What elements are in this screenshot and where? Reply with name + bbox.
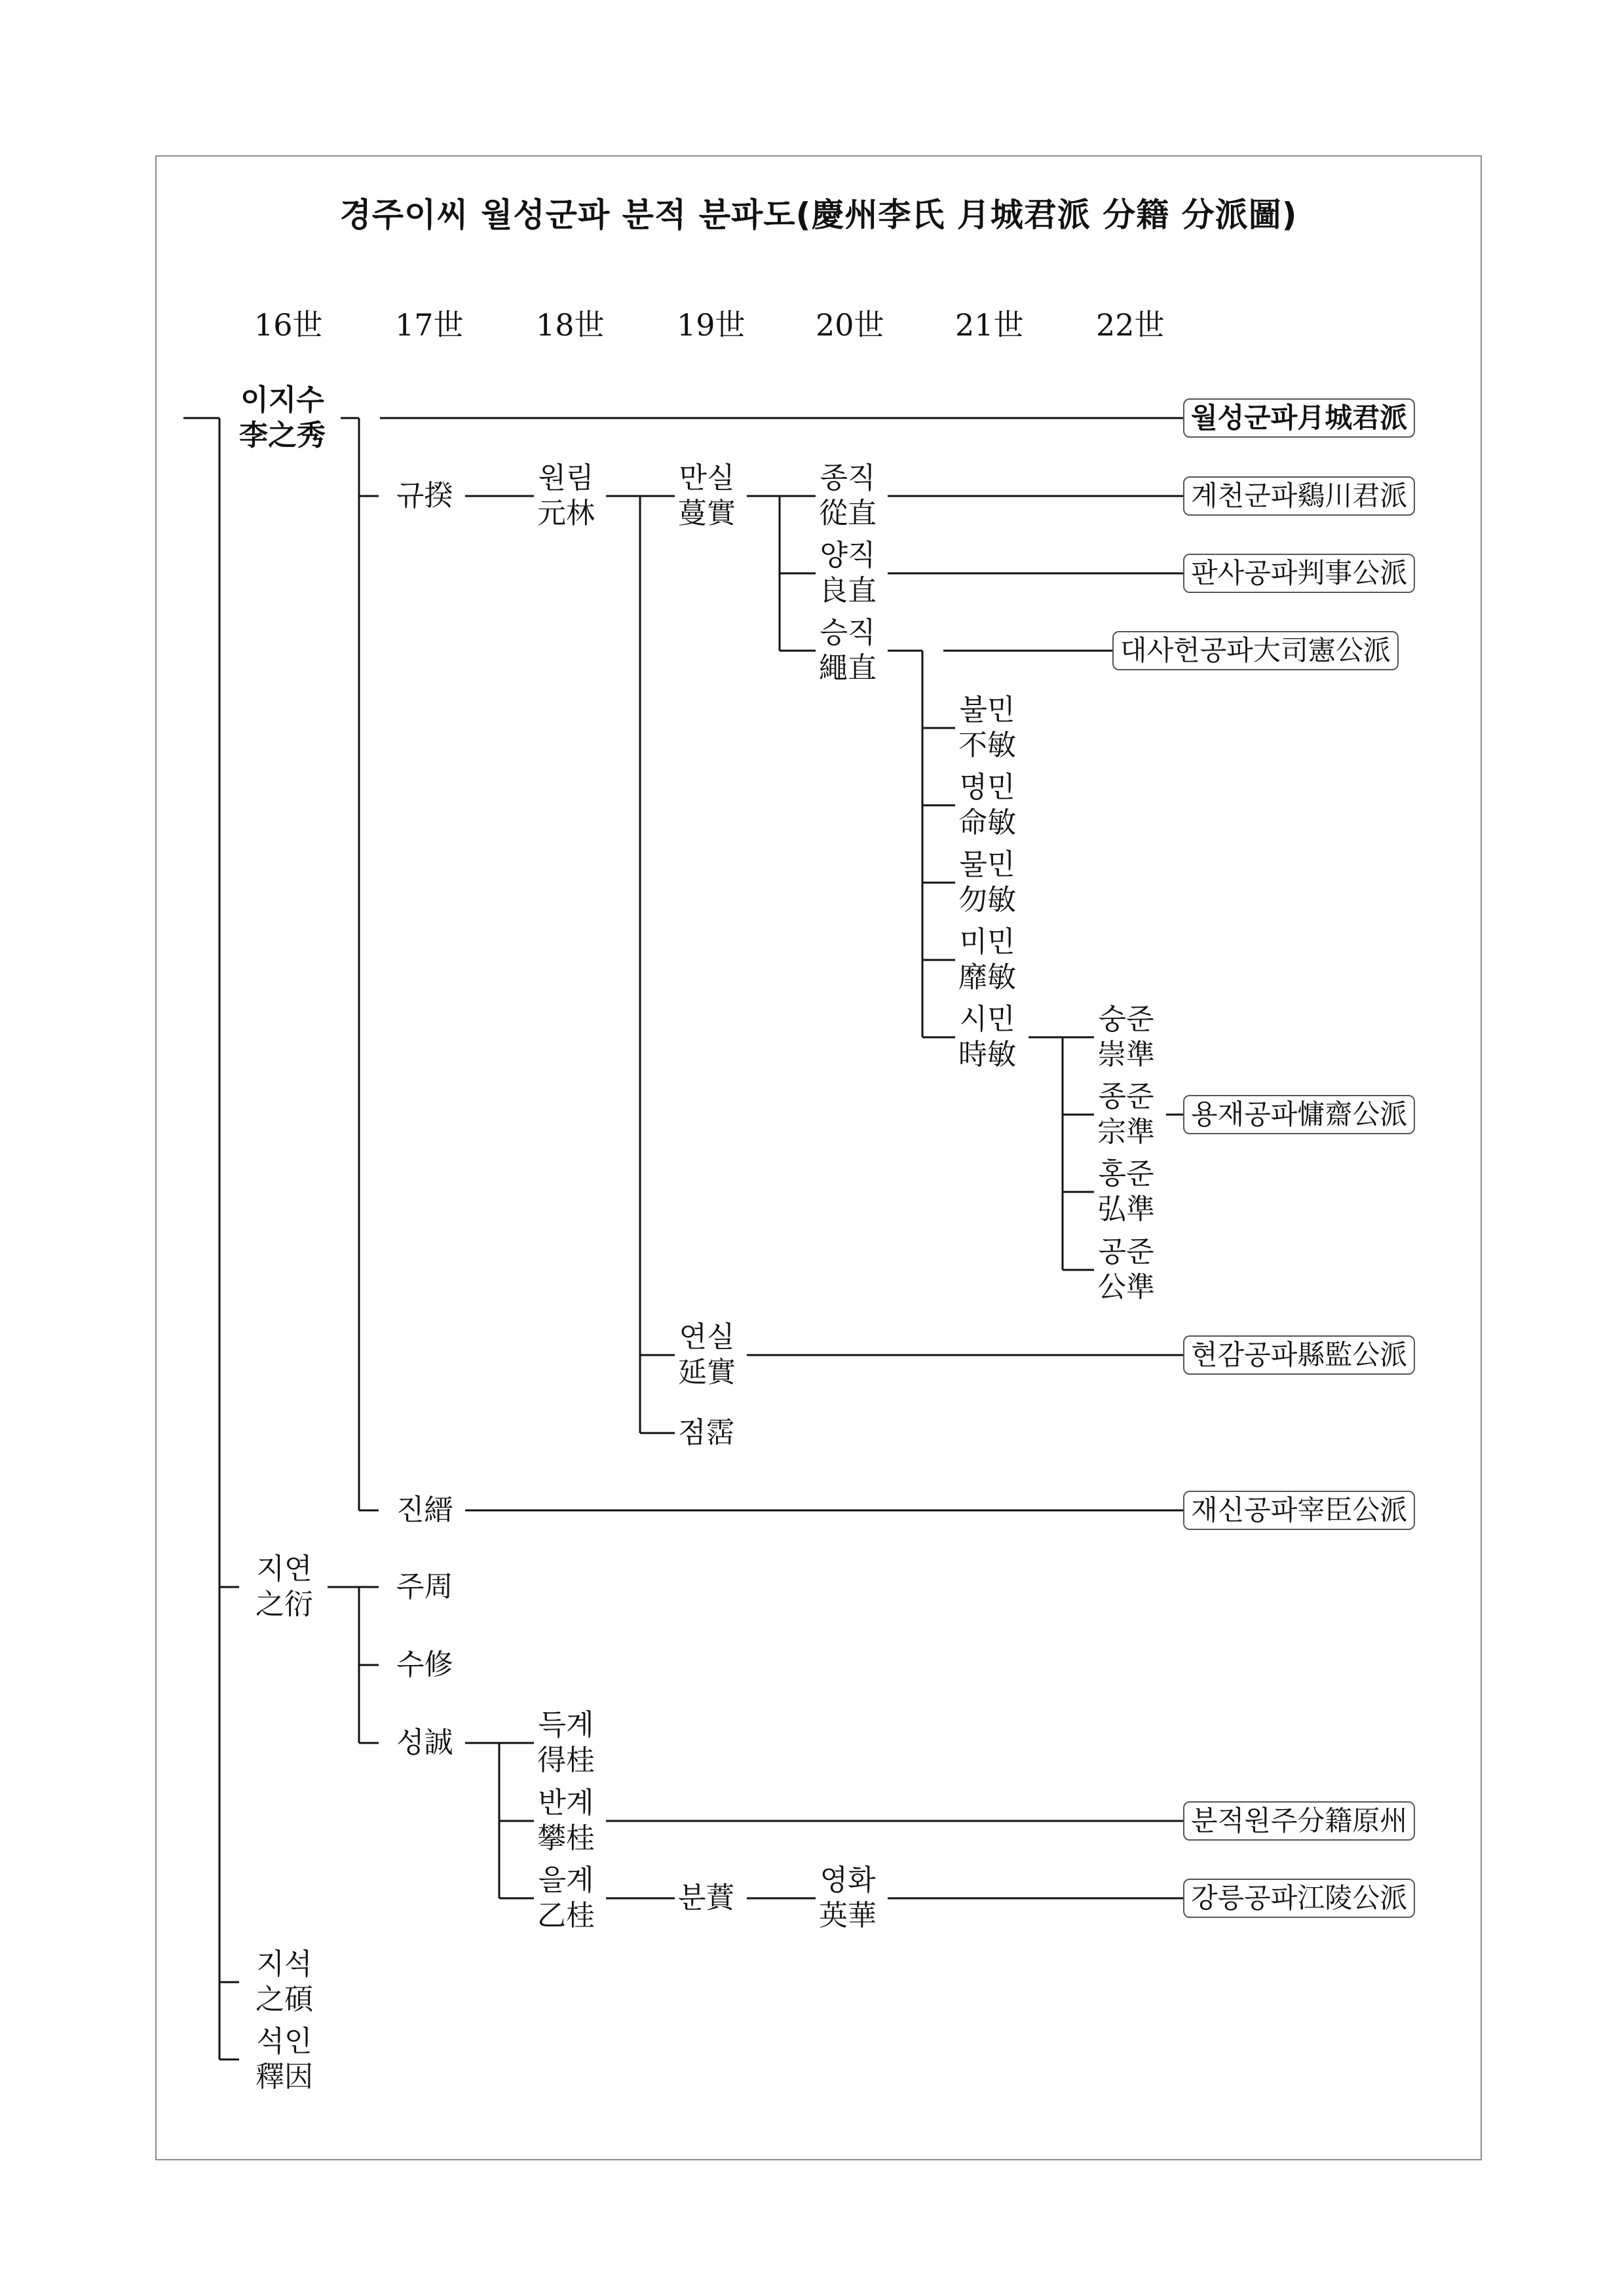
diagram-title: 경주이씨 월성군파 분적 분파도(慶州李氏 月城君派 分籍 分派圖) xyxy=(339,196,1298,234)
person-node: 점霑 xyxy=(678,1416,735,1449)
person-node: 명민 命敏 xyxy=(958,771,1016,839)
person-node: 불민 不敏 xyxy=(958,693,1016,762)
person-node: 주周 xyxy=(396,1570,453,1603)
branch-label-gangneung: 강릉공파江陵公派 xyxy=(1183,1879,1415,1918)
person-node: 연실 延實 xyxy=(678,1320,736,1389)
branch-label-wolseong: 월성군파月城君派 xyxy=(1183,398,1415,438)
person-node: 종직 從直 xyxy=(819,461,877,530)
generation-label: 19世 xyxy=(677,307,746,343)
branch-label-daesaheon: 대사헌공파大司憲公派 xyxy=(1112,631,1399,670)
person-node: 영화 英華 xyxy=(819,1864,877,1932)
person-node: 진縉 xyxy=(396,1493,453,1527)
person-node: 규揆 xyxy=(396,479,453,512)
branch-label-bunjeok: 분적원주分籍原州 xyxy=(1183,1801,1415,1841)
generation-label: 21世 xyxy=(955,307,1024,343)
person-node: 만실 蔓實 xyxy=(678,461,736,530)
person-node: 지석 之碩 xyxy=(255,1947,313,2016)
person-node: 숭준 崇準 xyxy=(1097,1003,1155,1071)
person-node: 공준 公準 xyxy=(1097,1235,1155,1304)
person-node: 홍준 弘準 xyxy=(1097,1157,1155,1226)
person-node: 을계 乙桂 xyxy=(537,1864,595,1932)
person-node: 물민 勿敏 xyxy=(958,848,1016,917)
generation-label: 16世 xyxy=(254,307,323,343)
branch-label-yongjae: 용재공파慵齋公派 xyxy=(1183,1095,1415,1134)
generation-label: 20世 xyxy=(816,307,884,343)
generation-label: 17世 xyxy=(395,307,464,343)
person-node: 시민 時敏 xyxy=(958,1003,1016,1071)
person-node: 원림 元林 xyxy=(537,461,595,530)
branch-label-pansa: 판사공파判事公派 xyxy=(1183,554,1415,593)
person-node: 승직 繩直 xyxy=(819,616,877,685)
person-node: 양직 良直 xyxy=(819,539,877,607)
person-node: 종준 宗準 xyxy=(1097,1080,1155,1149)
person-node: 지연 之衍 xyxy=(255,1552,313,1621)
branch-label-jaesin: 재신공파宰臣公派 xyxy=(1183,1491,1415,1530)
person-node: 득계 得桂 xyxy=(537,1708,595,1777)
branch-label-gyecheon: 계천군파鷄川君派 xyxy=(1183,476,1415,516)
person-node: 이지수 李之秀 xyxy=(239,383,326,452)
generation-label: 22世 xyxy=(1096,307,1165,343)
generation-label: 18世 xyxy=(536,307,605,343)
person-node: 성誠 xyxy=(396,1726,453,1759)
person-node: 석인 釋因 xyxy=(255,2025,313,2094)
person-node: 반계 攀桂 xyxy=(537,1786,595,1855)
person-node: 분蕡 xyxy=(678,1881,735,1915)
branch-label-hyeongam: 현감공파縣監公派 xyxy=(1183,1335,1415,1375)
person-node: 수修 xyxy=(396,1648,453,1681)
person-node: 미민 靡敏 xyxy=(958,925,1016,994)
